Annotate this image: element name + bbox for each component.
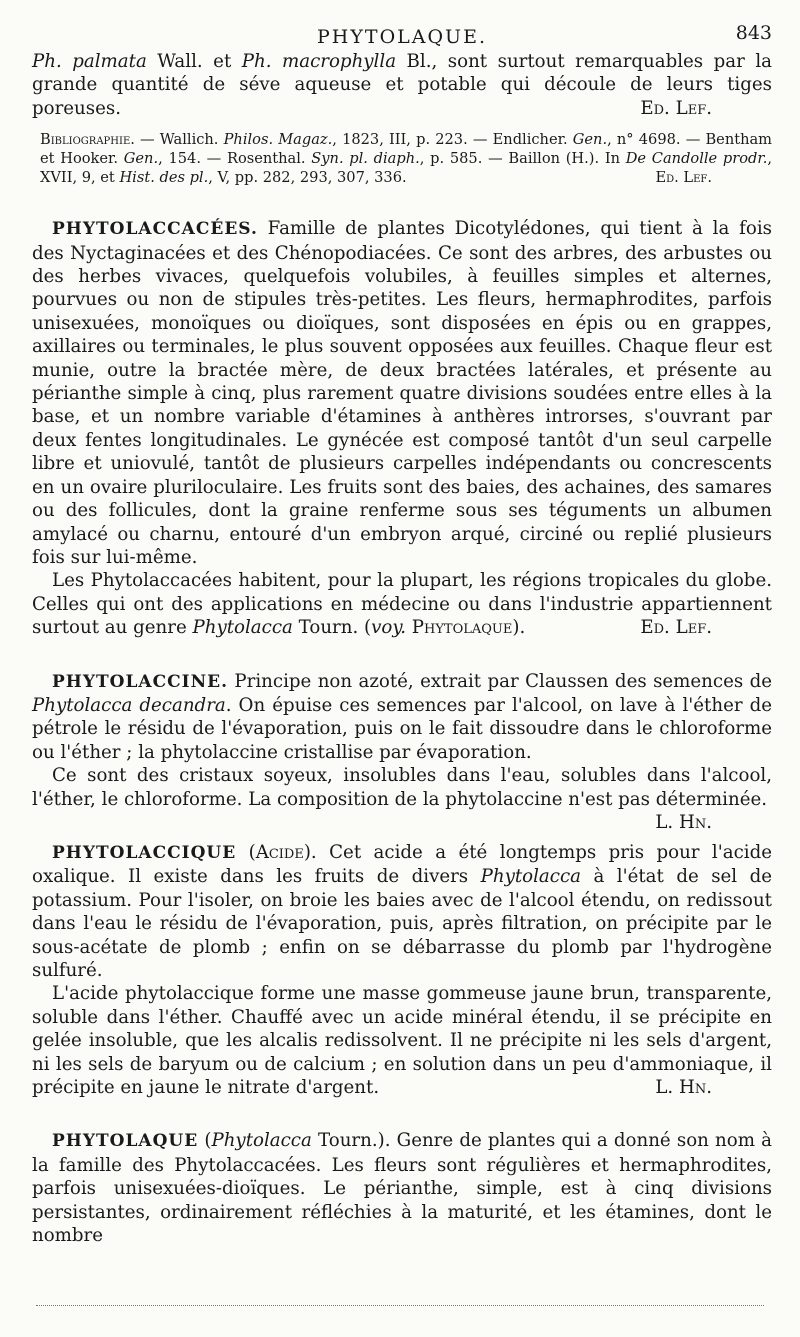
running-header	[32, 18, 772, 50]
signature: L. Hn.	[655, 1077, 712, 1099]
bibliography: Bibliographie. — Wallich. Philos. Magaz., 1823, III, p. 223. — Endlicher. Gen., n° 4698. — Bentham et Hooker. Gen., 154. — Rosenthal. Syn. pl. diaph., p. 585. — Baillon (H.). In De Candolle prodr., XVII, 9, et Hist. des pl., V, pp. 282, 293, 307, 336. Ed. Lef.	[40, 131, 773, 187]
entry-headword: PHYTOLACCIQUE	[52, 842, 237, 863]
page	[32, 18, 772, 1247]
entry-phytolaccique: PHYTOLACCIQUE (Acide). Cet acide a été longtemps pris pour l'acide oxalique. Il existe dans les fruits de divers Phytolacca à l'état de sel de potassium. Pour l'isoler, on broie les baies avec de l'alcool étendu, on redissout dans l'eau le résidu de l'évaporation, puis, après filtration, on précipite par le sous-acétate de plomb ; enfin on se débarrasse du plomb par l'hydrogène sulfuré. L'acide phytolaccique forme une masse gommeuse jaune brun, transparente, soluble dans l'éther. Chauffé avec un acide minéral étendu, il se précipite en gelée insoluble, que les alcalis redissolvent. Il ne précipite ni les sels d'argent, ni les sels de baryum ou de calcium ; en solution dans un peu d'ammoniaque, il précipite en jaune le nitrate d'argent. L. Hn.	[32, 841, 772, 1099]
page-number: 843	[735, 22, 772, 44]
signature: Ed. Lef.	[655, 169, 712, 187]
entry-headword: PHYTOLACCINE.	[52, 671, 229, 692]
entry-phytolaccacees: PHYTOLACCACÉES. Famille de plantes Dicotylédones, qui tient à la fois des Nyctaginacées et des Chénopodiacées. Ce sont des arbres, des arbustes ou des herbes vivaces, quelquefois volubiles, à feuilles simples et alternes, pourvues ou non de stipules très-petites. Les fleurs, hermaphrodites, parfois unisexuées, monoïques ou dioïques, sont disposées en épis ou en grappes, axillaires ou terminales, le plus souvent opposées aux feuilles. Chaque fleur est munie, outre la bractée mère, de deux bractées latérales, et présente au périanthe simple à cinq, plus rarement quatre divisions soudées entre elles à la base, et un nombre variable d'étamines à anthères introrses, s'ouvrant par deux fentes longitudinales. Le gynécée est composé tantôt d'un seul carpelle libre et uniovulé, tantôt de plusieurs carpelles indépendants ou concrescents en un ovaire pluriloculaire. Les fruits sont des baies, des achaines, des samares ou des follicules, dont la graine renferme sous ses téguments un albumen amylacé ou charnu, entouré d'un embryon arqué, circiné ou replié plusieurs fois sur lui-même. Les Phytolaccacées habitent, pour la plupart, les régions tropicales du globe. Celles qui ont des applications en médecine ou dans l'industrie appartiennent surtout au genre Phytolacca Tourn. (voy. Phytolaque). Ed. Lef.	[32, 218, 772, 639]
entry-phytolaccine: PHYTOLACCINE. Principe non azoté, extrait par Claussen des semences de Phytolacca decandra. On épuise ces semences par l'alcool, on lave à l'éther de pétrole le résidu de l'évaporation, puis on le fait dissoudre dans le chloroforme ou l'éther ; la phytolaccine cristallise par évaporation. Ce sont des cristaux soyeux, insolubles dans l'eau, solubles dans l'alcool, l'éther, le chloroforme. La composition de la phytolaccine n'est pas déterminée. L. Hn.	[32, 670, 772, 833]
running-title: PHYTOLAQUE.	[317, 26, 487, 48]
signature: Ed. Lef.	[640, 617, 712, 639]
intro-paragraph: Ph. palmata Wall. et Ph. macrophylla Bl., sont surtout remarquables par la grande quantité de séve aqueuse et potable qui découle de leurs tiges poreuses. Ed. Lef.	[32, 51, 772, 119]
entry-phytolaque: PHYTOLAQUE (Phytolacca Tourn.). Genre de plantes qui a donné son nom à la famille des Phytolaccacées. Les fleurs sont régulières et hermaphrodites, parfois unisexuées-dioïques. Le périanthe, simple, est à cinq divisions persistantes, ordinairement réfléchies à la maturité, et les étamines, dont le nombre	[32, 1130, 772, 1247]
entry-headword: PHYTOLACCACÉES.	[52, 219, 258, 240]
entry-headword: PHYTOLAQUE	[52, 1131, 199, 1152]
signature: L. Hn.	[655, 811, 712, 833]
signature: Ed. Lef.	[640, 97, 712, 119]
footer-rule	[36, 1305, 764, 1306]
